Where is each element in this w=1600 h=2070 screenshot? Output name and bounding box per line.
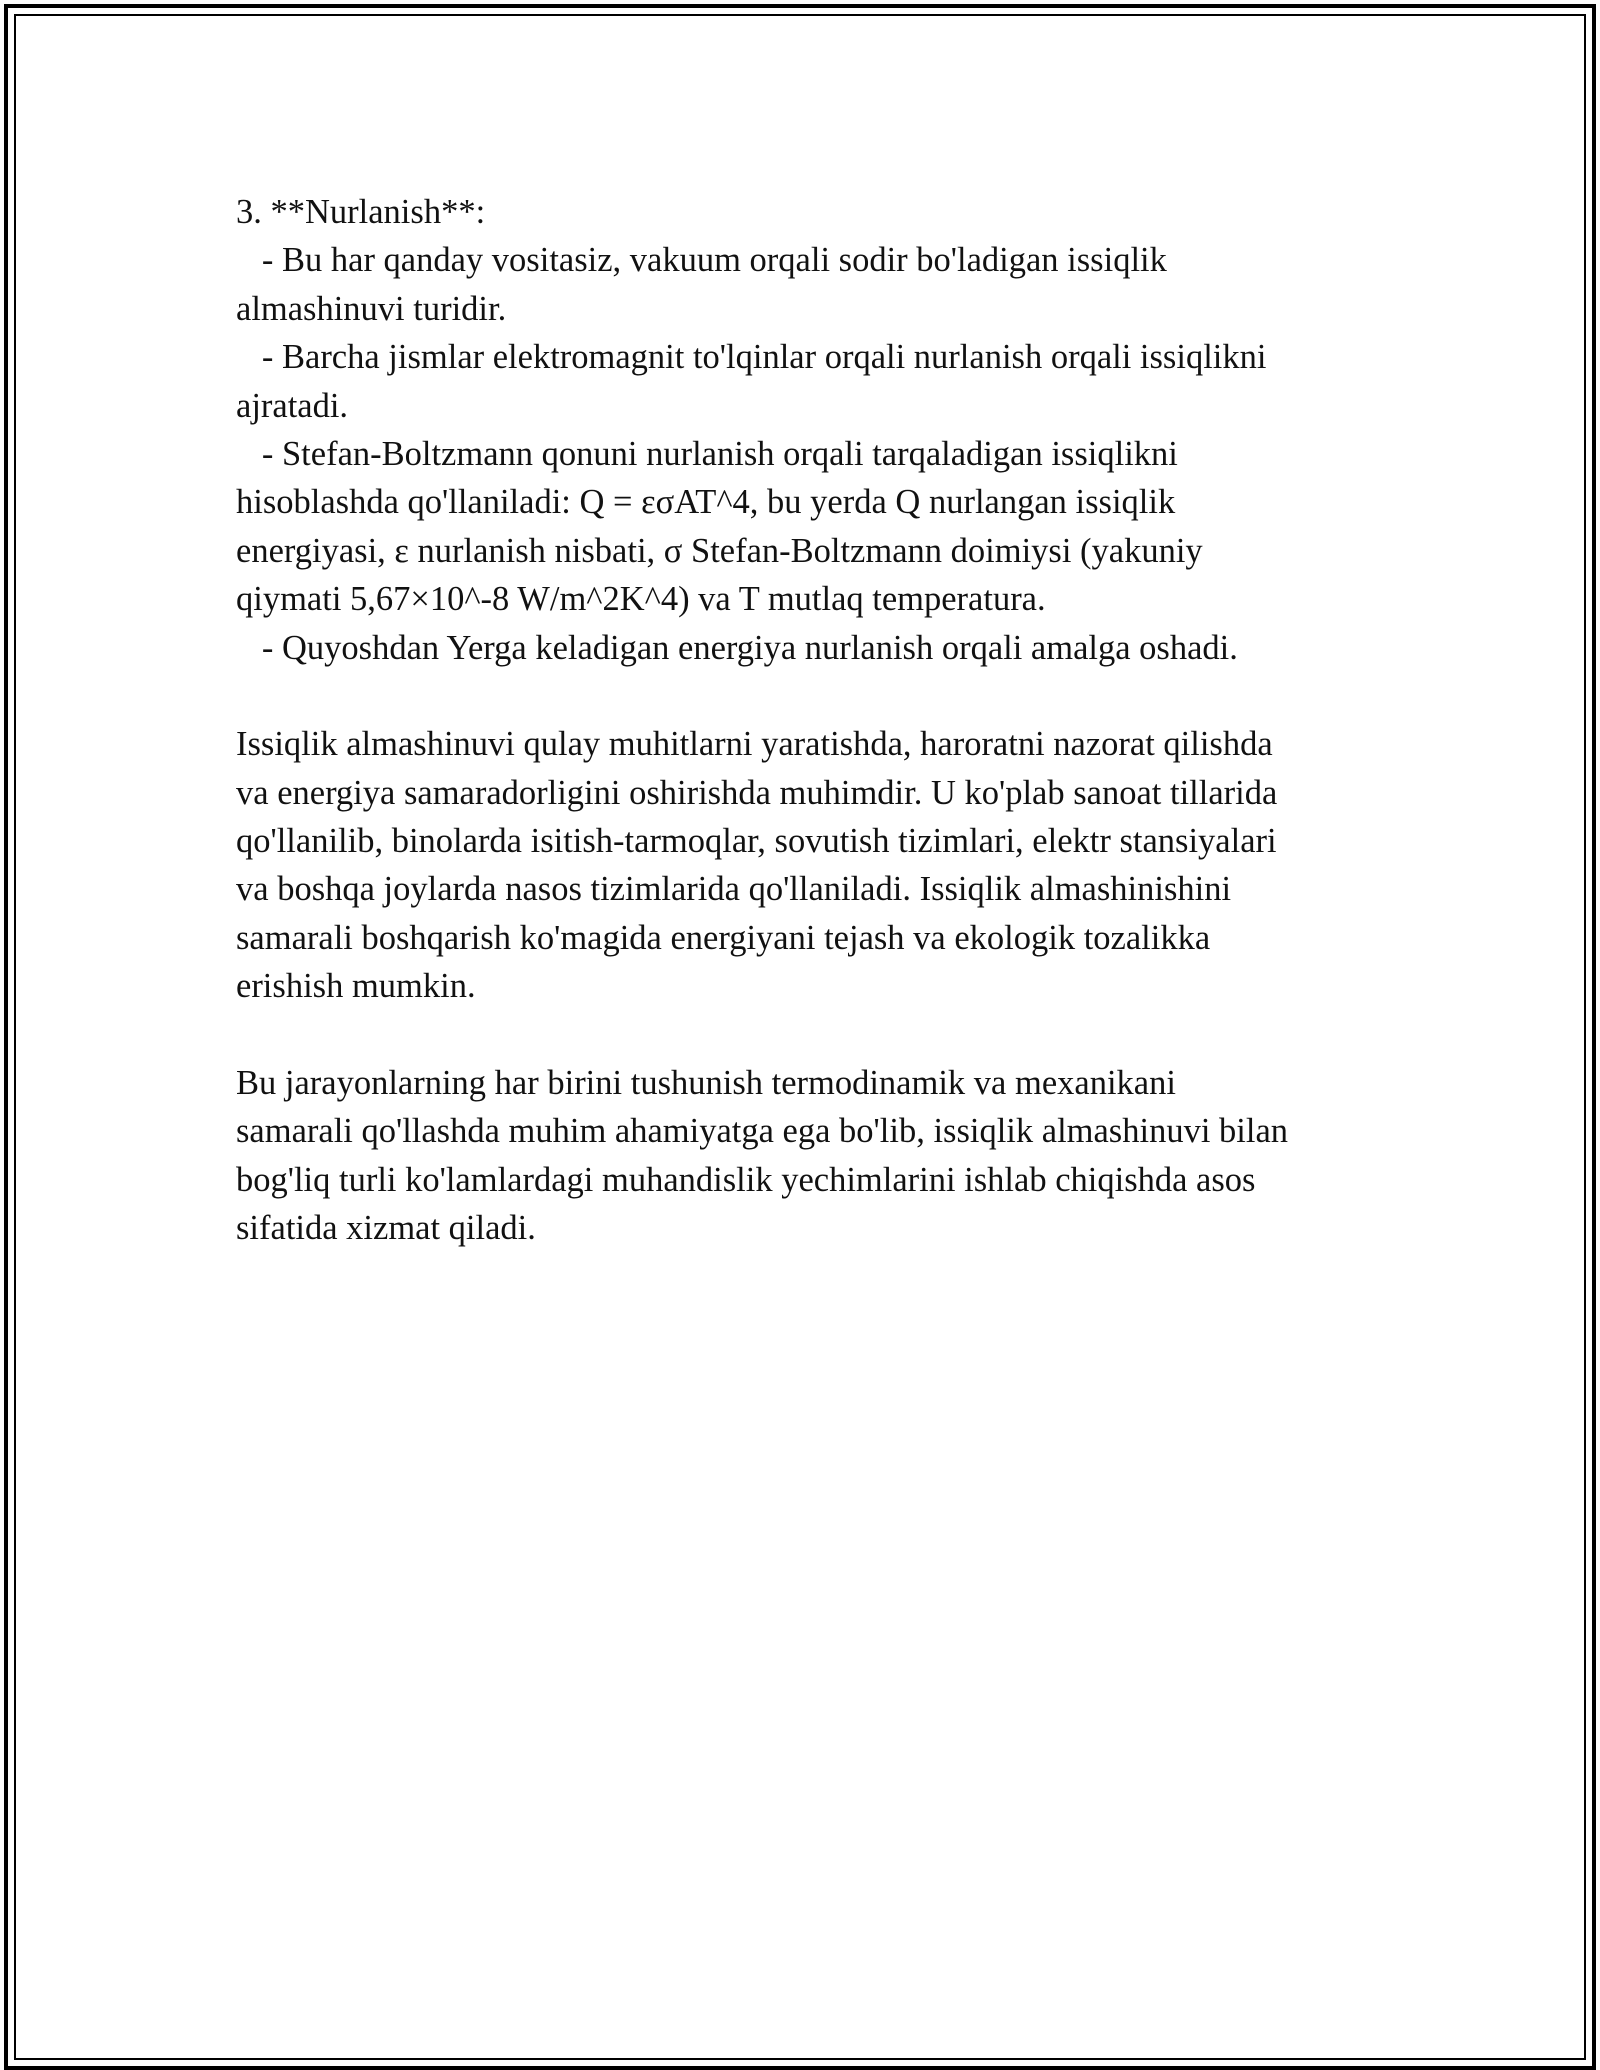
bullet-item — [236, 624, 1366, 672]
text-line: - Bu har qanday vositasiz, vakuum orqali sodir bo'ladigan issiqlik — [236, 241, 1167, 280]
bullet-item — [236, 236, 1366, 333]
text-line: qiymati 5,67×10^-8 W/m^2K^4) va T mutlaq temperatura. — [236, 580, 1046, 619]
text-line: Issiqlik almashinuvi qulay muhitlarni yaratishda, haroratni nazorat qilishda — [236, 725, 1273, 764]
text-line: hisoblashda qo'llaniladi: Q = εσAT^4, bu yerda Q nurlangan issiqlik — [236, 483, 1176, 522]
paragraph — [236, 720, 1366, 1010]
text-line: Bu jarayonlarning har birini tushunish termodinamik va mexanikani — [236, 1064, 1176, 1103]
section-heading: 3. **Nurlanish**: — [236, 193, 486, 231]
text-line: almashinuvi turidir. — [236, 289, 507, 328]
text-line: samarali qo'llashda muhim ahamiyatga ega bo'lib, issiqlik almashinuvi bilan — [236, 1112, 1289, 1151]
text-line: erishish mumkin. — [236, 967, 476, 1006]
text-line: - Barcha jismlar elektromagnit to'lqinlar orqali nurlanish orqali issiqlikni — [236, 338, 1267, 377]
paragraph — [236, 1059, 1366, 1253]
text-line: ajratadi. — [236, 386, 349, 425]
document-body — [236, 188, 1366, 1253]
text-line: - Stefan-Boltzmann qonuni nurlanish orqali tarqaladigan issiqlikni — [236, 434, 1178, 473]
text-line: samarali boshqarish ko'magida energiyani tejash va ekologik tozalikka — [236, 918, 1211, 957]
text-line: bog'liq turli ko'lamlardagi muhandislik yechimlarini ishlab chiqishda asos — [236, 1160, 1256, 1199]
text-line: energiyasi, ε nurlanish nisbati, σ Stefan-Boltzmann doimiysi (yakuniy — [236, 531, 1203, 570]
text-line: va energiya samaradorligini oshirishda muhimdir. U ko'plab sanoat tillarida — [236, 773, 1278, 812]
text-line: sifatida xizmat qiladi. — [236, 1209, 536, 1248]
text-line: qo'llanilib, binolarda isitish-tarmoqlar, sovutish tizimlari, elektr stansiyalari — [236, 822, 1277, 861]
bullet-item — [236, 430, 1366, 624]
text-line: va boshqa joylarda nasos tizimlarida qo'llaniladi. Issiqlik almashinishini — [236, 870, 1232, 909]
bullet-item — [236, 333, 1366, 430]
paragraph-spacer — [236, 672, 1366, 720]
paragraph-spacer — [236, 1011, 1366, 1059]
text-line: - Quyoshdan Yerga keladigan energiya nurlanish orqali amalga oshadi. — [236, 628, 1238, 667]
